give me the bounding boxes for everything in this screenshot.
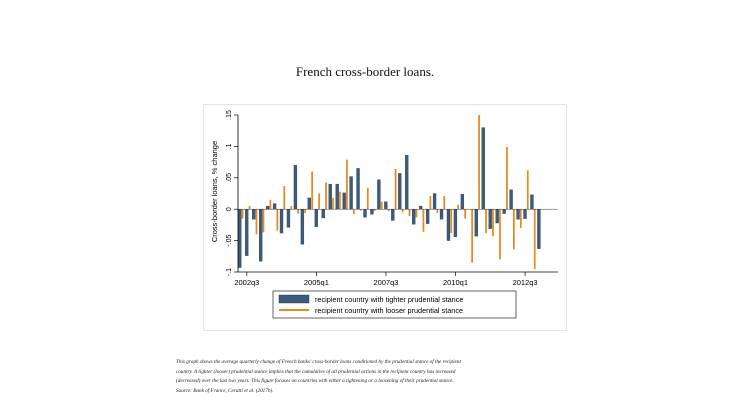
legend-swatch-tighter bbox=[279, 295, 309, 303]
bar-tighter-23 bbox=[391, 209, 394, 220]
bar-looser-41 bbox=[520, 209, 522, 228]
bar-looser-33 bbox=[464, 209, 466, 218]
bar-tighter-24 bbox=[398, 173, 401, 209]
figure-caption bbox=[176, 358, 656, 396]
bar-tighter-38 bbox=[496, 209, 499, 223]
y-tick-label: .15 bbox=[226, 110, 233, 120]
bar-tighter-33 bbox=[461, 194, 464, 209]
legend-label-looser: recipient country with looser prudential stance bbox=[315, 306, 464, 315]
bar-tighter-7 bbox=[280, 209, 283, 233]
bar-looser-5 bbox=[270, 200, 272, 209]
bar-looser-34 bbox=[471, 209, 473, 262]
y-tick-label: -.05 bbox=[226, 234, 233, 247]
bar-looser-43 bbox=[534, 209, 536, 269]
bar-looser-16 bbox=[346, 160, 348, 210]
bar-looser-11 bbox=[311, 172, 313, 210]
x-tick-label: 2005q1 bbox=[303, 278, 329, 287]
bar-looser-37 bbox=[492, 209, 494, 236]
bar-looser-23 bbox=[395, 169, 397, 209]
bar-tighter-9 bbox=[294, 165, 297, 209]
bar-tighter-2 bbox=[245, 209, 248, 255]
x-tick-label: 2007q3 bbox=[373, 278, 399, 287]
bar-tighter-27 bbox=[419, 206, 422, 209]
bar-looser-28 bbox=[430, 196, 432, 209]
bar-tighter-11 bbox=[308, 198, 311, 209]
bar-tighter-19 bbox=[364, 209, 367, 217]
bar-tighter-16 bbox=[343, 193, 346, 209]
bar-looser-13 bbox=[325, 182, 327, 209]
chart-panel bbox=[203, 104, 567, 331]
bar-tighter-36 bbox=[482, 128, 485, 210]
bar-looser-38 bbox=[499, 209, 501, 259]
bar-looser-14 bbox=[332, 198, 334, 209]
bar-looser-27 bbox=[423, 209, 425, 232]
bar-tighter-31 bbox=[447, 209, 450, 240]
bar-looser-9 bbox=[297, 209, 299, 213]
bar-tighter-32 bbox=[454, 209, 457, 237]
bar-looser-30 bbox=[443, 196, 445, 209]
bar-looser-20 bbox=[374, 209, 376, 211]
bar-tighter-4 bbox=[259, 209, 262, 261]
bar-tighter-30 bbox=[440, 209, 443, 219]
bar-looser-21 bbox=[381, 202, 383, 210]
bar-tighter-12 bbox=[315, 209, 318, 227]
y-tick-label: .05 bbox=[226, 172, 233, 183]
caption-line-3: (decreased) over the last two years. This figure focuses on countries with either a tightening or a loosening of their prudential stance. bbox=[176, 378, 454, 384]
bar-looser-4 bbox=[263, 209, 265, 232]
bar-tighter-6 bbox=[273, 204, 276, 210]
bar-tighter-20 bbox=[370, 209, 373, 214]
bar-tighter-37 bbox=[489, 209, 492, 228]
x-tick-label: 2002q3 bbox=[234, 278, 260, 287]
bar-tighter-13 bbox=[322, 209, 325, 218]
bar-looser-24 bbox=[402, 209, 404, 212]
bar-tighter-5 bbox=[266, 206, 269, 209]
bar-tighter-29 bbox=[433, 194, 436, 210]
x-tick-label: 2010q1 bbox=[443, 278, 469, 287]
bar-looser-10 bbox=[304, 209, 306, 213]
bar-tighter-17 bbox=[350, 177, 353, 210]
bar-looser-2 bbox=[249, 206, 251, 209]
bar-looser-40 bbox=[513, 209, 515, 249]
y-tick-label: -.1 bbox=[226, 267, 233, 277]
bar-tighter-39 bbox=[503, 209, 506, 213]
bar-looser-26 bbox=[416, 209, 418, 217]
bar-tighter-14 bbox=[329, 184, 332, 209]
bar-tighter-25 bbox=[405, 155, 408, 209]
bar-chart bbox=[204, 105, 566, 330]
caption-line-1: This graph shows the average quarterly change of French banks' cross-border loans conditioned by the prudential stance of the recipient bbox=[176, 359, 461, 365]
bar-tighter-21 bbox=[377, 180, 380, 210]
bar-looser-15 bbox=[339, 192, 341, 210]
bar-tighter-40 bbox=[510, 190, 513, 209]
bar-tighter-1 bbox=[238, 209, 241, 267]
legend bbox=[273, 291, 516, 318]
bar-tighter-35 bbox=[475, 209, 478, 236]
bar-tighter-22 bbox=[384, 202, 387, 210]
legend-label-tighter: recipient country with tighter prudential stance bbox=[315, 295, 464, 304]
bar-looser-31 bbox=[450, 209, 452, 233]
bar-tighter-28 bbox=[426, 209, 429, 223]
y-tick-label: 0 bbox=[226, 207, 233, 212]
x-tick-label: 2012q3 bbox=[512, 278, 538, 287]
bar-looser-32 bbox=[457, 205, 459, 209]
bar-looser-42 bbox=[527, 170, 529, 209]
bar-tighter-8 bbox=[287, 209, 290, 227]
bar-tighter-41 bbox=[517, 209, 520, 219]
bar-looser-39 bbox=[506, 147, 508, 209]
bar-tighter-15 bbox=[336, 184, 339, 209]
bar-looser-19 bbox=[367, 188, 369, 209]
bar-looser-6 bbox=[276, 209, 278, 230]
bar-looser-1 bbox=[242, 209, 244, 218]
bar-looser-3 bbox=[256, 209, 258, 234]
bar-tighter-10 bbox=[301, 209, 304, 244]
bar-tighter-18 bbox=[357, 168, 360, 209]
y-axis-label: Cross-border loans, % change bbox=[210, 140, 219, 243]
bar-tighter-44 bbox=[537, 209, 540, 249]
bar-looser-17 bbox=[353, 209, 355, 214]
bar-looser-35 bbox=[478, 115, 480, 209]
bar-looser-36 bbox=[485, 209, 487, 233]
y-tick-label: .1 bbox=[226, 143, 233, 150]
bar-looser-8 bbox=[290, 206, 292, 209]
chart-title: French cross-border loans. bbox=[295, 64, 435, 79]
bar-tighter-3 bbox=[252, 209, 255, 219]
caption-line-2: country. A tighter (looser) prudential stance implies that the cumulative of all prudential actions in the recipient country has increased bbox=[176, 368, 456, 375]
bar-looser-7 bbox=[283, 186, 285, 209]
caption-line-4: Source: Bank of France, Cerutti et al. (2017b). bbox=[176, 387, 274, 394]
bar-looser-12 bbox=[318, 194, 320, 210]
bar-looser-29 bbox=[436, 209, 438, 213]
bars-layer bbox=[238, 115, 540, 269]
bar-looser-22 bbox=[388, 209, 390, 211]
bar-tighter-26 bbox=[412, 209, 415, 224]
bar-looser-25 bbox=[409, 209, 411, 216]
bar-tighter-43 bbox=[530, 195, 533, 209]
bar-tighter-42 bbox=[524, 209, 527, 218]
